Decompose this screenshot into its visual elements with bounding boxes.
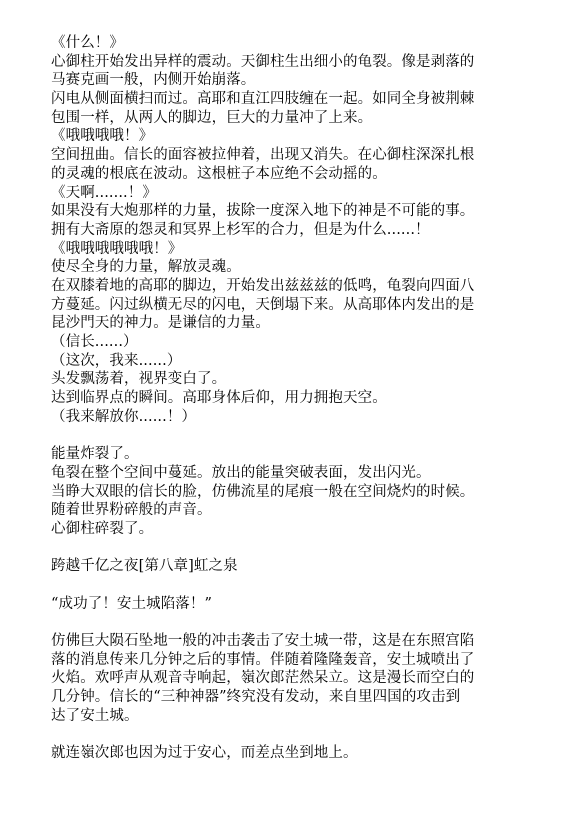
text-line: 闪电从侧面横扫而过。高耶和直江四肢缠在一起。如同全身被荆棘 bbox=[51, 91, 475, 108]
text-line: 达到临界点的瞬间。高耶身体后仰，用力拥抱天空。 bbox=[51, 390, 387, 407]
text-line: 几分钟。信长的“三种神器”终究没有发动，来自里四国的攻击到 bbox=[51, 689, 461, 706]
blank-line bbox=[51, 539, 563, 558]
text-line: 马赛克画一般，内侧开始崩落。 bbox=[51, 72, 256, 89]
text-line: 当睁大双眼的信长的脸，仿佛流星的尾痕一般在空间烧灼的时候。 bbox=[51, 483, 475, 500]
text-line: 《哦哦哦哦哦哦！》 bbox=[51, 240, 183, 257]
text-line: 包围一样，从两人的脚边，巨大的力量冲了上来。 bbox=[51, 109, 373, 126]
text-line: 拥有大斋原的怨灵和冥界上杉军的合力，但是为什么......！ bbox=[51, 221, 430, 238]
text-line: 《什么！》 bbox=[51, 35, 124, 51]
text-line: （这次，我来......） bbox=[51, 352, 182, 369]
blank-line bbox=[51, 426, 563, 445]
text-line: 《天啊.......！》 bbox=[51, 184, 157, 201]
blank-line bbox=[51, 613, 563, 632]
text-line: 在双膝着地的高耶的脚边，开始发出兹兹兹的低鸣，龟裂向四面八 bbox=[51, 277, 475, 294]
blank-line bbox=[51, 725, 563, 744]
text-line: 随着世界粉碎般的声音。 bbox=[51, 502, 212, 519]
text-line: 使尽全身的力量，解放灵魂。 bbox=[51, 259, 241, 276]
text-line: “成功了！安土城陷落！” bbox=[51, 595, 213, 612]
text-line: 达了安土城。 bbox=[51, 707, 139, 724]
text-line: 仿佛巨大陨石坠地一般的冲击袭击了安土城一带，这是在东照宫陷 bbox=[51, 633, 475, 649]
text-line: 《哦哦哦哦！》 bbox=[51, 128, 154, 145]
text-line: 落的消息传来几分钟之后的事情。伴随着隆隆轰音，安土城喷出了 bbox=[51, 651, 475, 668]
text-line: 就连嶺次郎也因为过于安心，而差点坐到地上。 bbox=[51, 745, 358, 762]
text-line: 如果没有大炮那样的力量，拔除一度深入地下的神是不可能的事。 bbox=[51, 203, 475, 220]
text-line: 心御柱碎裂了。 bbox=[51, 520, 154, 537]
text-line: 火焰。欢呼声从观音寺响起，嶺次郎茫然呆立。这是漫长而空白的 bbox=[51, 670, 475, 687]
text-line: 跨越千亿之夜[第八章]虹之泉 bbox=[51, 558, 238, 575]
text-line: （我来解放你......！） bbox=[51, 408, 197, 425]
text-line: 昆沙門天的神力。是谦信的力量。 bbox=[51, 315, 270, 332]
text-line: 头发飘荡着，视界变白了。 bbox=[51, 371, 227, 388]
text-line: 能量炸裂了。 bbox=[51, 446, 139, 463]
blank-line bbox=[51, 576, 563, 595]
text-line: 龟裂在整个空间中蔓延。放出的能量突破表面，发出闪光。 bbox=[51, 464, 431, 481]
text-line: 心御柱开始发出异样的震动。天御柱生出细小的龟裂。像是剥落的 bbox=[51, 53, 475, 70]
text-line: （信长......） bbox=[51, 334, 138, 350]
text-line: 空间扭曲。信长的面容被拉伸着，出现又消失。在心御柱深深扎根 bbox=[51, 147, 475, 164]
text-line: 的灵魂的根底在波动。这根桩子本应绝不会动摇的。 bbox=[51, 165, 387, 182]
text-line: 方蔓延。闪过纵横无尽的闪电，天倒塌下来。从高耶体内发出的是 bbox=[51, 296, 475, 313]
